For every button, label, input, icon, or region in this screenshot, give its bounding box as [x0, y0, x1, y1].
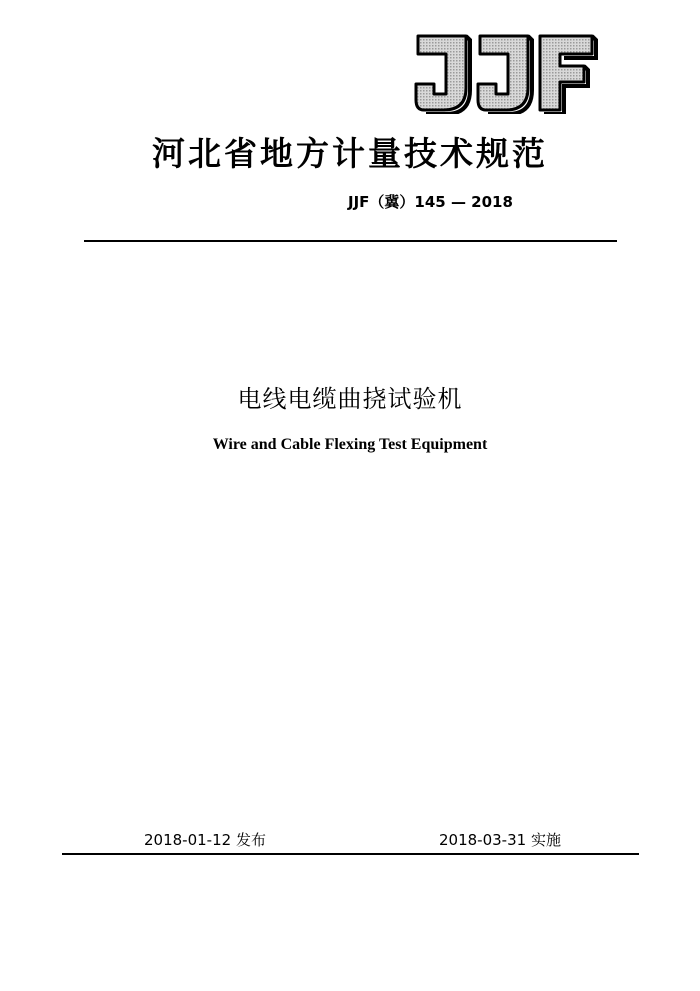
document-title-cn: 电线电缆曲挠试验机 — [237, 385, 463, 413]
header-divider — [84, 240, 617, 242]
org-title: 河北省地方计量技术规范 — [152, 134, 548, 173]
document-title-en: Wire and Cable Flexing Test Equipment — [212, 436, 488, 453]
implementation-date: 2018-03-31 实施 — [439, 831, 561, 849]
issue-date: 2018-01-12 发布 — [144, 831, 266, 849]
footer-divider — [62, 853, 639, 855]
jjf-logo-icon — [414, 30, 598, 114]
standard-number: JJF（冀）145 — 2018 — [348, 193, 513, 211]
